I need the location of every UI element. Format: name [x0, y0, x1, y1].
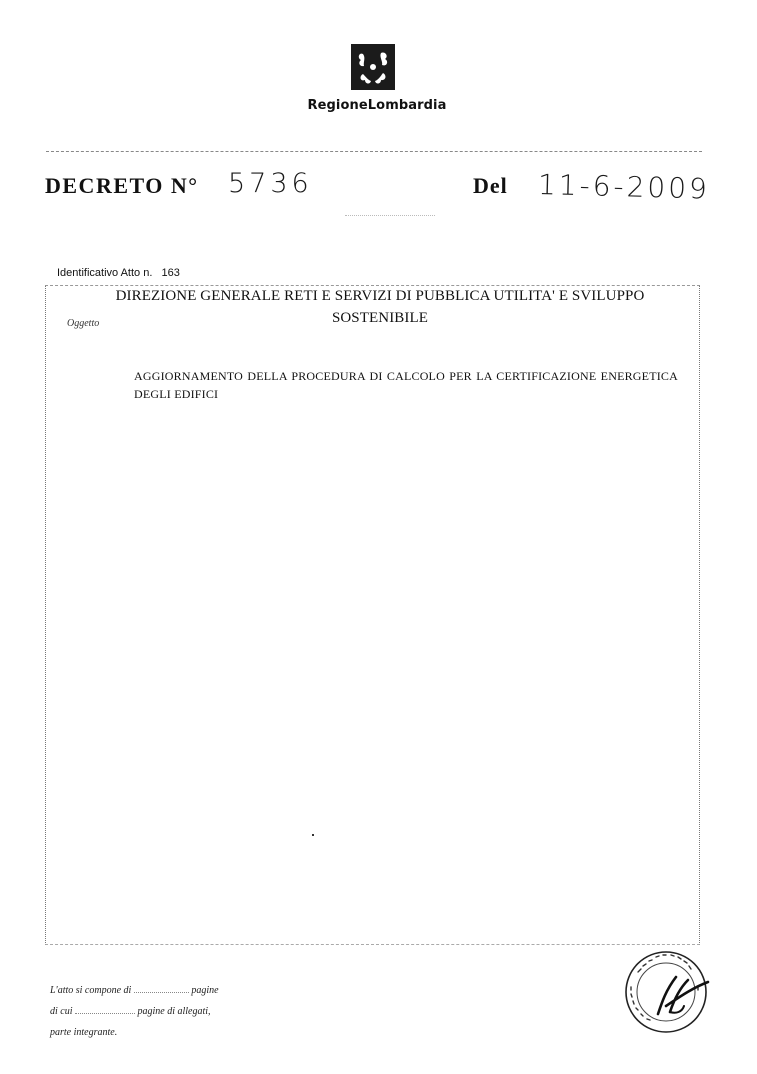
decree-date: 11-6-2009: [537, 168, 711, 206]
brand-name: RegioneLombardia: [307, 98, 447, 113]
footer-line-1: [50, 980, 290, 1001]
footer-line-2-text: di cui: [50, 1006, 73, 1017]
footer-line-2-attachments: pagine di allegati,: [137, 1006, 211, 1017]
footer-line-1-text: L'atto si compone di: [50, 985, 132, 996]
decree-label: DECRETO N°: [45, 173, 199, 198]
subject-label: Oggetto: [67, 318, 100, 329]
blank-attachments-count: [75, 1013, 135, 1014]
direction-title: [60, 285, 700, 329]
blank-pages-count: [134, 992, 189, 993]
subject-text: AGGIORNAMENTO DELLA PROCEDURA DI CALCOLO PER LA CERTIFICAZIONE ENERGETICA DEGLI EDIFICI: [134, 369, 678, 401]
decree-number: 5736: [228, 168, 313, 199]
official-stamp-icon: [618, 942, 718, 1042]
header-divider: [46, 151, 702, 152]
footer-line-2: [50, 1001, 290, 1022]
faint-divider: [345, 215, 435, 216]
atto-identifier: Identificativo Atto n. 163: [57, 267, 180, 279]
footer-note: [50, 980, 290, 1043]
regione-lombardia-logo-icon: [351, 44, 395, 90]
direction-title-line1: DIREZIONE GENERALE RETI E SERVIZI DI PUBBLICA UTILITA' E SVILUPPO: [115, 288, 645, 304]
footer-line-1-pages: pagine: [191, 985, 219, 996]
footer-line-3: parte integrante.: [50, 1027, 118, 1038]
date-label: Del: [473, 173, 508, 198]
speck: [312, 834, 314, 836]
direction-title-line2: SOSTENIBILE: [331, 310, 429, 326]
